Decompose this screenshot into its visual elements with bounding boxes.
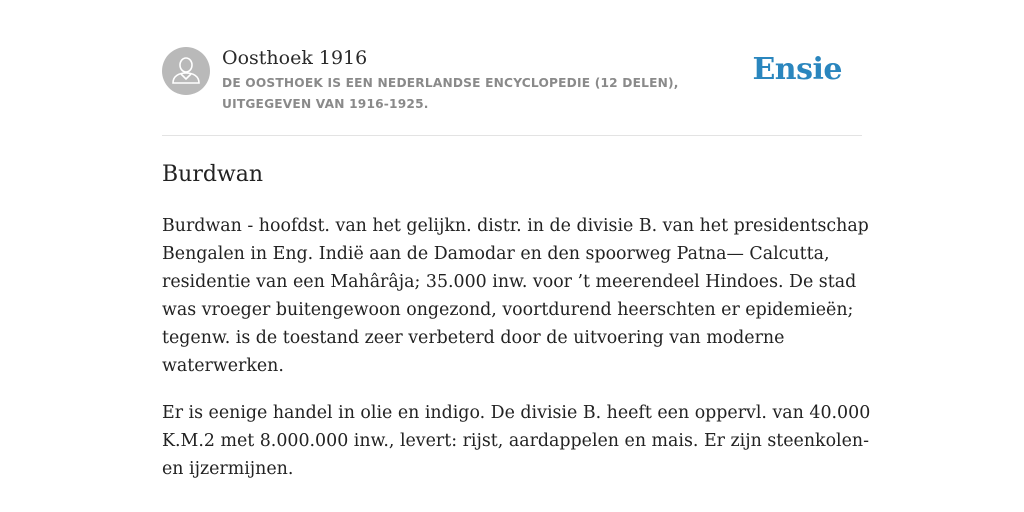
- text-line: Burdwan - hoofdst. van het gelijkn. distr. in de divisie B. van het presidentschap: [162, 216, 869, 236]
- article-body: [162, 212, 871, 502]
- text-line: en ijzermijnen.: [162, 459, 294, 479]
- text-line: Bengalen in Eng. Indië aan de Damodar en den spoorweg Patna— Calcutta,: [162, 244, 830, 264]
- text-line: waterwerken.: [162, 356, 284, 376]
- text-line: K.M.2 met 8.000.000 inw., levert: rijst, aardappelen en mais. Er zijn steenkolen-: [162, 431, 869, 451]
- header-divider: [162, 135, 862, 136]
- text-line: was vroeger buitengewoon ongezond, voortdurend heerschten er epidemieën;: [162, 300, 854, 320]
- source-title[interactable]: Oosthoek 1916: [222, 47, 368, 69]
- user-silhouette-icon[interactable]: [162, 47, 210, 95]
- article-title: Burdwan: [162, 162, 264, 187]
- article-paragraph: [162, 212, 869, 380]
- text-line: Er is eenige handel in olie en indigo. De divisie B. heeft een oppervl. van 40.000: [162, 403, 871, 423]
- source-description: DE OOSTHOEK IS EEN NEDERLANDSE ENCYCLOPEDIE (12 DELEN), UITGEGEVEN VAN 1916-1925.: [222, 76, 679, 111]
- brand-logo[interactable]: Ensie: [752, 52, 842, 87]
- text-line: tegenw. is de toestand zeer verbeterd door de uitvoering van moderne: [162, 328, 785, 348]
- article-paragraph: [162, 399, 871, 483]
- text-line: residentie van een Mahârâja; 35.000 inw. voor ’t meerendeel Hindoes. De stad: [162, 272, 857, 292]
- source-header: [162, 46, 862, 134]
